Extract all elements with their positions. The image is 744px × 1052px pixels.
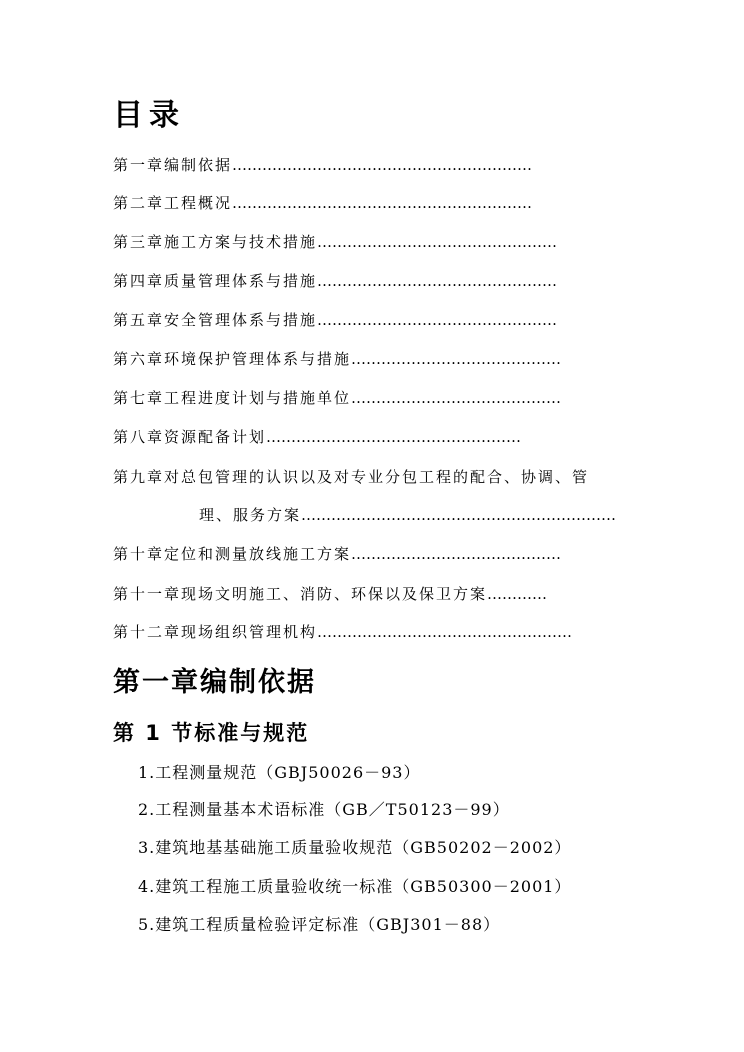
toc-entry-label: 第十章定位和测量放线施工方案 — [113, 545, 352, 563]
toc-entry-9-continued[interactable] — [199, 505, 616, 525]
toc-entry-7[interactable] — [113, 388, 561, 408]
toc-entry-12[interactable] — [113, 622, 572, 642]
toc-entry-6[interactable] — [113, 349, 561, 369]
toc-entry-label: 第七章工程进度计划与措施单位 — [113, 389, 352, 407]
toc-leader-dots: ……………………………………………………… — [301, 506, 617, 524]
section-heading: 第 1 节标准与规范 — [113, 721, 310, 745]
toc-leader-dots: ………… — [487, 585, 548, 603]
toc-entry-label: 第六章环境保护管理体系与措施 — [113, 350, 352, 368]
toc-leader-dots: …………………………………… — [351, 389, 562, 407]
toc-entry-8[interactable] — [113, 427, 521, 447]
toc-entry-label: 第二章工程概况 — [113, 194, 233, 212]
toc-leader-dots: …………………………………………………… — [232, 194, 533, 212]
toc-leader-dots: …………………………………………… — [266, 428, 522, 446]
toc-leader-dots: …………………………………………… — [317, 623, 573, 641]
toc-leader-dots: ………………………………………… — [317, 311, 558, 329]
toc-entry-label: 第九章对总包管理的认识以及对专业分包工程的配合、协调、管 — [113, 468, 590, 486]
toc-entry-label: 第十一章现场文明施工、消防、环保以及保卫方案 — [113, 585, 488, 603]
standard-item-5: 5.建筑工程质量检验评定标准（GBJ301－88） — [138, 915, 501, 934]
toc-entry-5[interactable] — [113, 310, 557, 330]
toc-entry-3[interactable] — [113, 232, 557, 252]
chapter-heading: 第一章编制依据 — [113, 667, 316, 698]
toc-entry-label: 第八章资源配备计划 — [113, 428, 267, 446]
toc-entry-9[interactable] — [113, 467, 589, 487]
toc-entry-1[interactable] — [113, 155, 532, 175]
toc-entry-10[interactable] — [113, 544, 561, 564]
toc-title: 目录 — [113, 98, 185, 133]
standard-item-3: 3.建筑地基基础施工质量验收规范（GB50202－2002） — [138, 838, 572, 857]
toc-leader-dots: …………………………………… — [351, 350, 562, 368]
toc-entry-2[interactable] — [113, 193, 532, 213]
toc-leader-dots: ………………………………………… — [317, 272, 558, 290]
toc-entry-4[interactable] — [113, 271, 557, 291]
toc-entry-label: 第一章编制依据 — [113, 156, 233, 174]
standard-item-2: 2.工程测量基本术语标准（GB／T50123－99） — [138, 800, 510, 819]
toc-leader-dots: …………………………………………………… — [232, 156, 533, 174]
toc-entry-label: 第三章施工方案与技术措施 — [113, 233, 318, 251]
toc-entry-label: 第十二章现场组织管理机构 — [113, 623, 318, 641]
toc-entry-label: 第五章安全管理体系与措施 — [113, 311, 318, 329]
standard-item-4: 4.建筑工程施工质量验收统一标准（GB50300－2001） — [138, 877, 572, 896]
toc-leader-dots: ………………………………………… — [317, 233, 558, 251]
toc-entry-label: 理、服务方案 — [199, 506, 302, 524]
toc-leader-dots: …………………………………… — [351, 545, 562, 563]
toc-entry-11[interactable] — [113, 584, 547, 604]
standard-item-1: 1.工程测量规范（GBJ50026－93） — [138, 763, 421, 782]
toc-entry-label: 第四章质量管理体系与措施 — [113, 272, 318, 290]
